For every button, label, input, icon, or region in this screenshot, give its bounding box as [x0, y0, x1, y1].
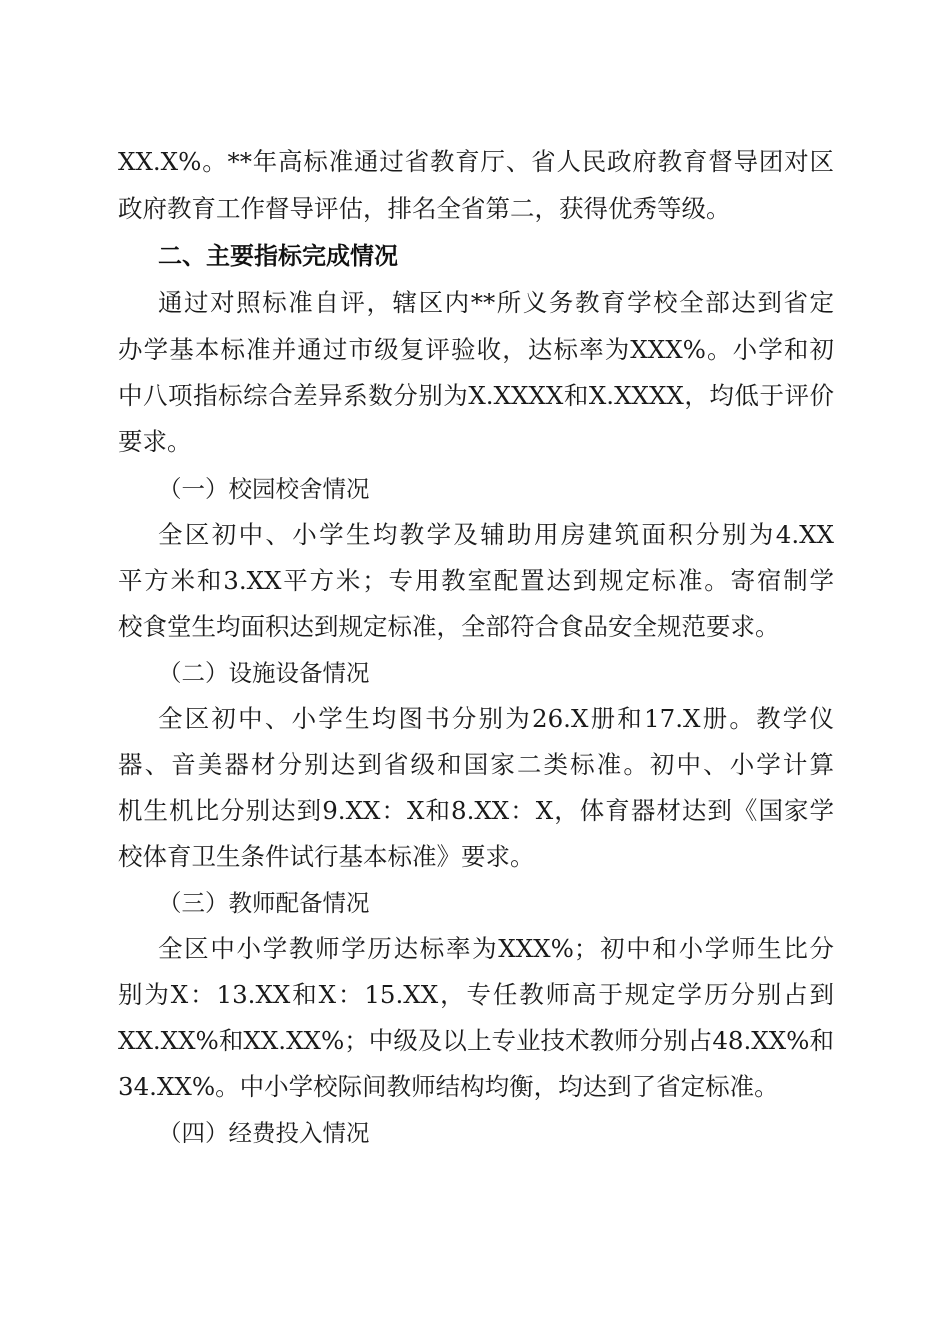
body-line: 要求。: [118, 427, 192, 456]
body-line: 全区初中、小学生均图书分别为26.X册和17.X册。教学仪: [158, 704, 834, 733]
body-line: 全区中小学教师学历达标率为XXX%；初中和小学师生比分: [158, 934, 834, 963]
subsection-heading: （一）校园校舍情况: [158, 475, 370, 503]
body-line: 别为X：13.XX和X：15.XX，专任教师高于规定学历分别占到: [118, 980, 834, 1009]
body-line: XX.XX%和XX.XX%；中级及以上专业技术教师分别占48.XX%和: [118, 1026, 834, 1055]
body-line: 校体育卫生条件试行基本标准》要求。: [118, 842, 535, 871]
subsection-heading: （二）设施设备情况: [158, 659, 370, 687]
body-line: 办学基本标准并通过市级复评验收，达标率为XXX%。小学和初: [118, 335, 834, 364]
body-line: 34.XX%。中小学校际间教师结构均衡，均达到了省定标准。: [118, 1072, 779, 1101]
body-line: 中八项指标综合差异系数分别为X.XXXX和X.XXXX，均低于评价: [118, 381, 834, 410]
body-line: 全区初中、小学生均教学及辅助用房建筑面积分别为4.XX: [158, 520, 834, 549]
section-heading: 二、主要指标完成情况: [158, 242, 398, 270]
body-line: 平方米和3.XX平方米；专用教室配置达到规定标准。寄宿制学: [118, 566, 834, 595]
body-line: 政府教育工作督导评估，排名全省第二，获得优秀等级。: [118, 194, 731, 223]
body-line: 校食堂生均面积达到规定标准，全部符合食品安全规范要求。: [118, 612, 780, 641]
body-line: 器、音美器材分别达到省级和国家二类标准。初中、小学计算: [118, 750, 834, 779]
body-line: 机生机比分别达到9.XX：X和8.XX：X，体育器材达到《国家学: [118, 796, 834, 825]
body-line: XX.X%。**年高标准通过省教育厅、省人民政府教育督导团对区: [118, 147, 834, 176]
body-line: 通过对照标准自评，辖区内**所义务教育学校全部达到省定: [158, 288, 834, 317]
subsection-heading: （三）教师配备情况: [158, 889, 370, 917]
subsection-heading: （四）经费投入情况: [158, 1119, 370, 1147]
